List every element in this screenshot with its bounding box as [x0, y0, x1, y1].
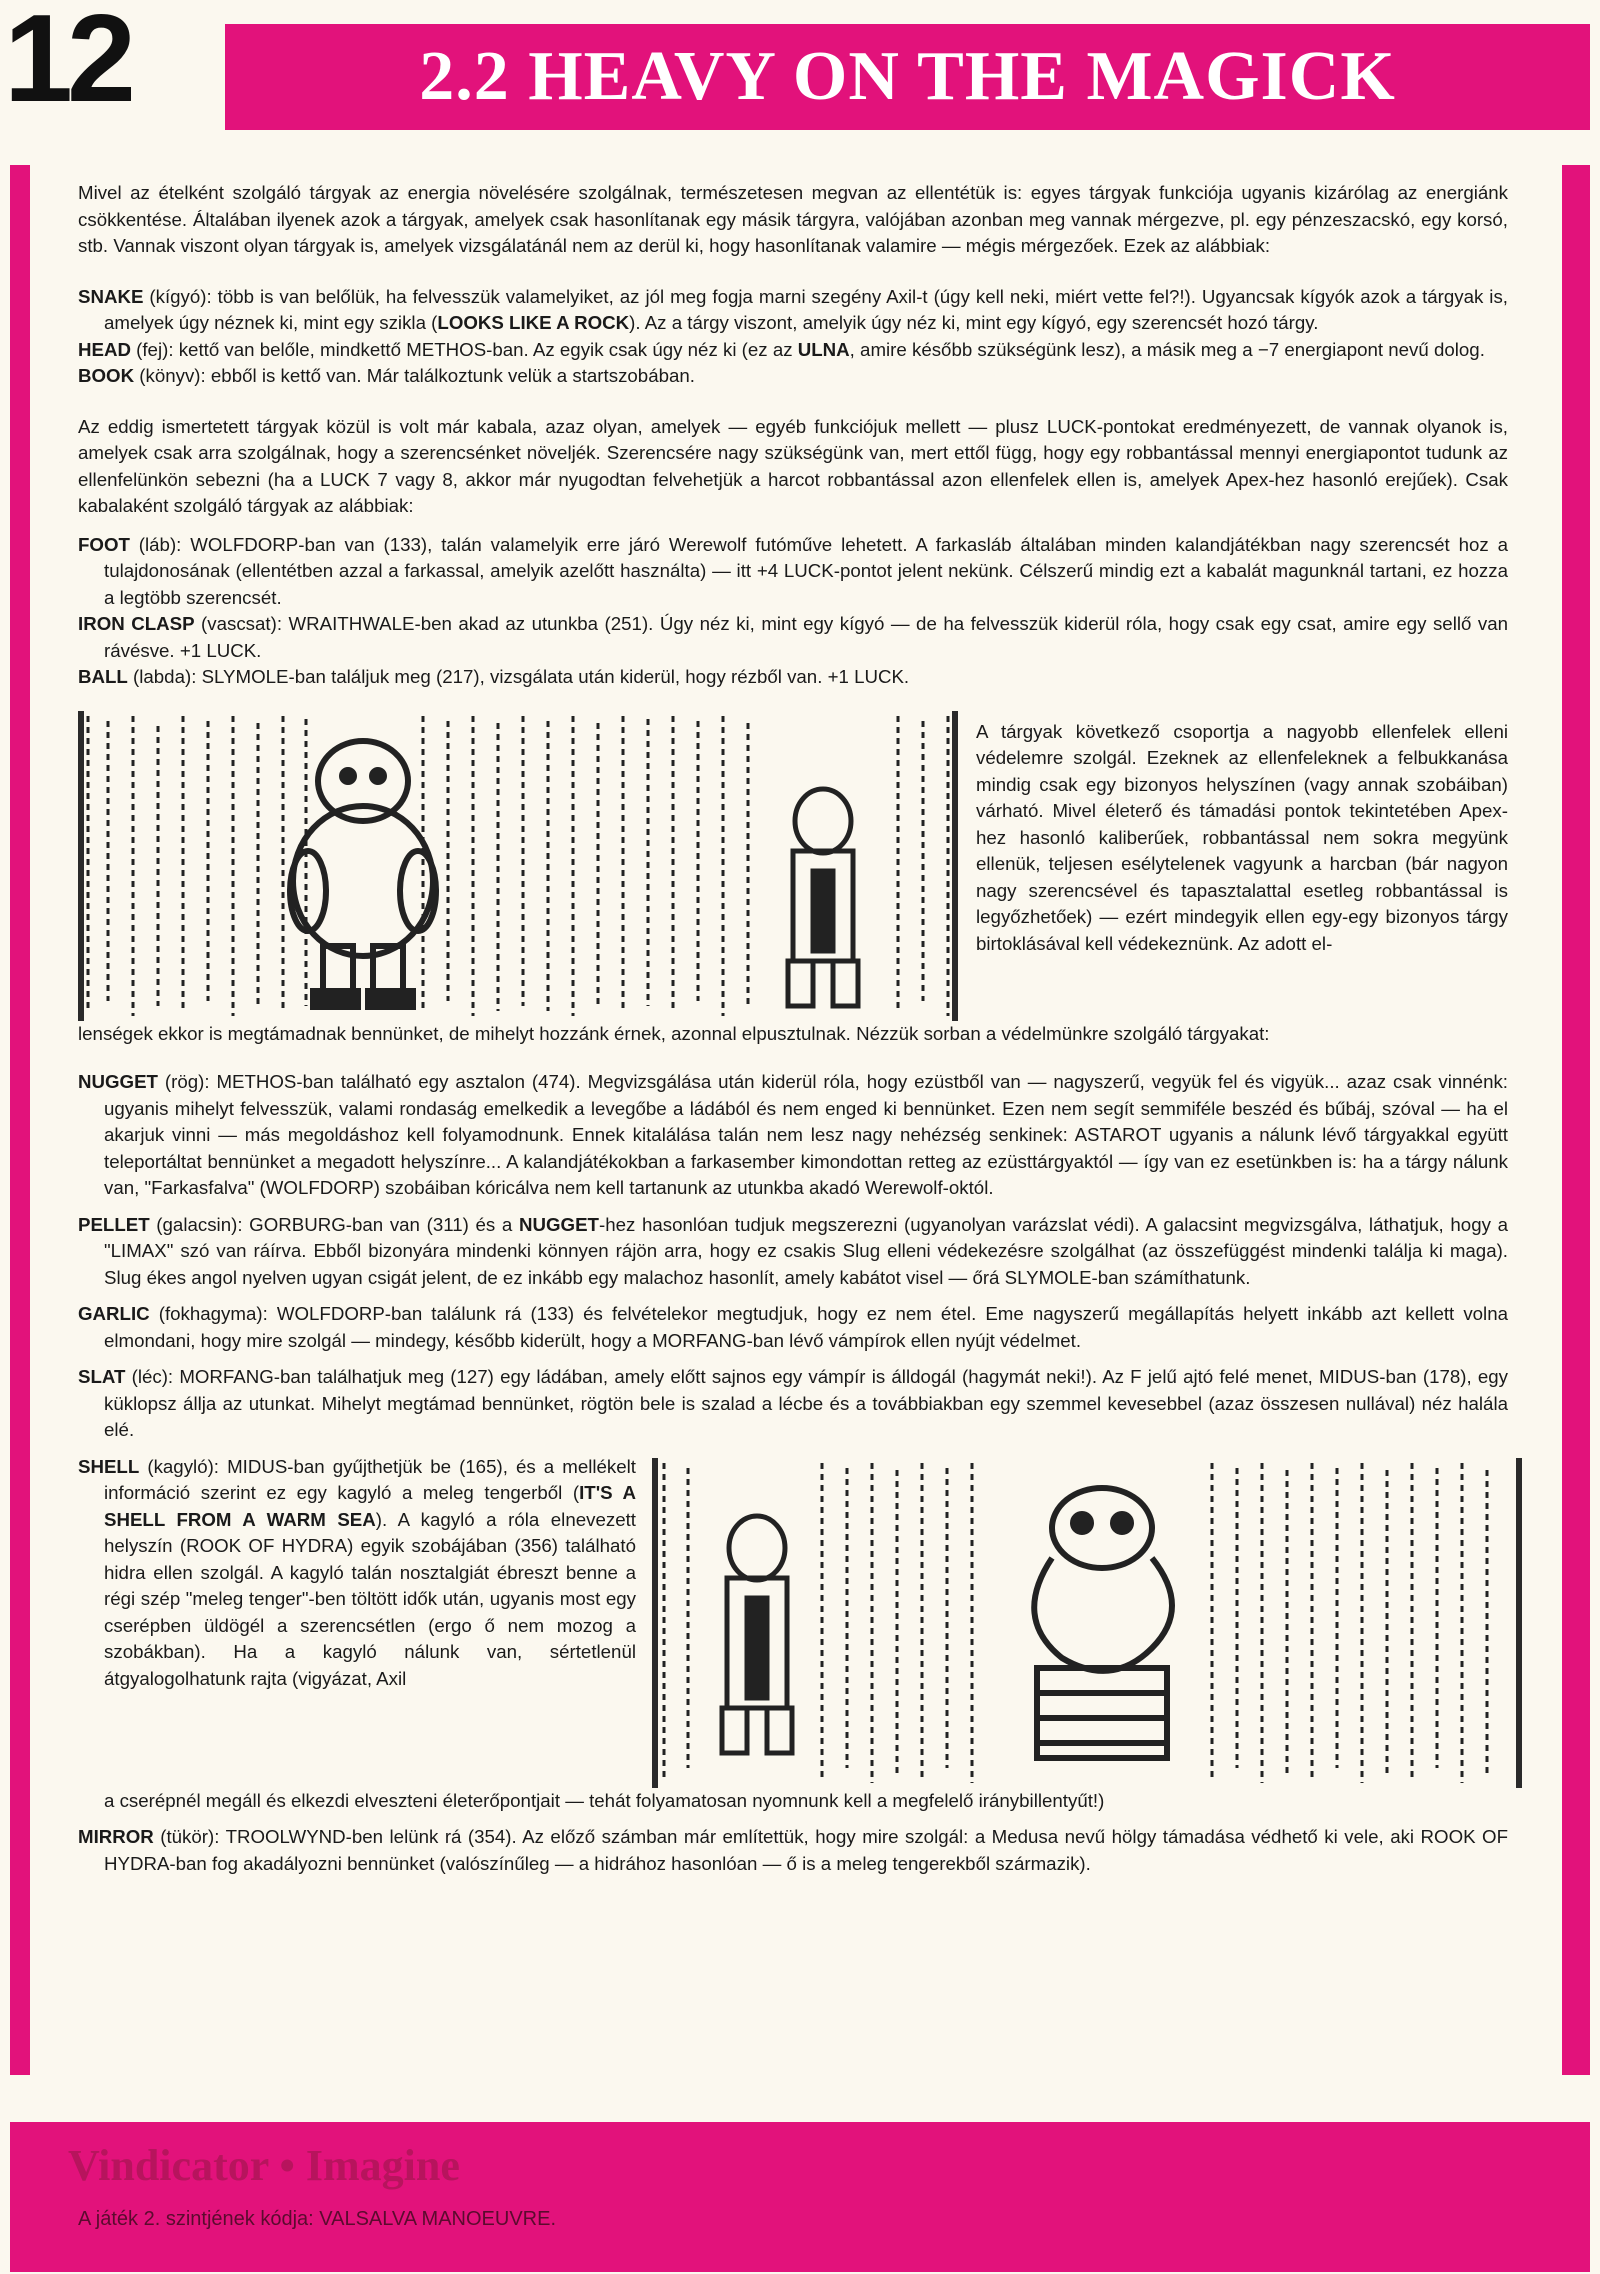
item-text-cont: ). A kagyló a róla elnevezett helyszín (ROOK OF HYDRA) egyik szobájában (356) található hidra ellen szolgál. A kagyló talán nosztalgiát ébreszt benne a régi szép "meleg tenger"-ben töltött idők után, ugyanis most egy cserépben üldögél a szerencsétlen (ergo ő nem mozog a szobákban). Ha a kagyló nálunk van, sértetlenül átgyalogolhatunk rajta (vigyázat, Axil [104, 1508, 636, 1689]
item-entry-mirror [78, 1824, 1508, 1877]
item-keyword: LOOKS LIKE A ROCK [437, 312, 630, 333]
item-entry-snake [78, 284, 1508, 337]
item-text: (tükör): TROOLWYND-ben lelünk rá (354). Az előző számban már említettük, hogy mire szolgál: a Medusa nevű hölgy támadása védhető ki vele, aki ROOK OF HYDRA-ban fog akadályozni bennünket (valószínűleg — a hidrához hasonlóan — ő is a meleg tengerekből származik). [104, 1826, 1508, 1874]
right-accent-rule [1562, 165, 1590, 2075]
item-entry-head [78, 337, 1508, 364]
defense-intro-a: A tárgyak következő csoportja a nagyobb ellenfelek elleni védelemre szolgál. Ezeknek az ellenfeleknek a felbukkanása mindig csak egy bizonyos helyszínen (vagy annak szobáiban) várható. Mivel életerő és támadási pontok tekintetében Apex-hez hasonló kaliberűek, robbantással nem sokra megyünk ellenük, teljesen esélytelenek vagyunk a harcban (bár nagyon nagy szerencsével és tapasztalattal esetleg robbantással is legyőzhetőek) — ezért mindegyik ellen egy-egy bizonyos tárgy birtoklásával kell védekeznünk. Az adott el- [976, 720, 1508, 954]
page-title: 2.2 HEAVY ON THE MAGICK [419, 38, 1396, 115]
game-screenshot-ogre [78, 711, 958, 1021]
item-text: (könyv): ebből is kettő van. Már találkoztunk velük a startszobában. [134, 365, 695, 386]
item-text-cont: , amire később szükségünk lesz), a másik meg a −7 energiapont nevű dolog. [849, 338, 1485, 360]
poison-item-list [78, 284, 1508, 390]
item-text-cont: -hez hasonlóan tudjuk megszerezni (ugyanolyan varázslat védi). A galacsint megvizsgálva, láthatjuk, hogy a "LIMAX" szó van ráírva. Ebből bizonyára mindenki könnyen rájön arra, hogy ez csakis Slug elleni védekezésre szolgálhat (az összefüggést mindenki találja ki maga). Slug ékes angol nyelven ugyan csigát jelent, de ez inkább egy malachoz hasonlít, amely kabátot visel — őrá SLYMOLE-ban számíthatunk. [104, 1213, 1508, 1288]
item-entry-nugget [78, 1069, 1508, 1202]
item-text: (vascsat): WRAITHWALE-ben akad az utunkba (251). Úgy néz ki, mint egy kígyó — de ha felvesszük kiderül róla, hogy csak egy csat, amire egy sellő van rávésve. +1 LUCK. [104, 613, 1509, 661]
figure-row-2 [78, 1454, 1508, 1788]
item-entry-ball [78, 664, 1508, 691]
item-text: (labda): SLYMOLE-ban találjuk meg (217), vizsgálata után kiderül, hogy rézből van. +1 LUCK. [127, 666, 910, 687]
item-entry-book [78, 363, 1508, 390]
item-entry-slat [78, 1364, 1508, 1444]
footer-code-text: A játék 2. szintjének kódja: VALSALVA MANOEUVRE. [78, 2208, 556, 2230]
item-keyword: NUGGET [519, 1213, 599, 1235]
intro-paragraph: Mivel az ételként szolgáló tárgyak az energia növelésére szolgálnak, természetesen megvan az ellentétük is: egyes tárgyak funkciója ugyanis kizárólag az energiánk csökkentése. Általában ilyenek azok a tárgyak, amelyek csak hasonlítanak egy másik tárgyra, valójában azonban meg vannak mérgezve, pl. egy pénzeszacskó, egy korsó, stb. Vannak viszont olyan tárgyak is, amelyek vizsgálatánál nem az derül ki, hogy hasonlítanak valamire — mégis mérgezőek. Ezek az alábbiak: [78, 182, 1508, 256]
item-name: IRON CLASP [78, 613, 195, 634]
figure-row-1 [78, 711, 1508, 1021]
item-text-cont: ). Az a tárgy viszont, amelyik úgy néz ki, mint egy kígyó, egy szerencsét hozó tárgy. [629, 312, 1319, 333]
luck-item-list [78, 532, 1508, 691]
item-text: (léc): MORFANG-ban találhatjuk meg (127) egy ládában, amely előtt sajnos egy vámpír is álldogál (hagymát neki!). Az F jelű ajtó felé menet, MIDUS-ban (178), egy küklopsz állja az utunkat. Mihelyt megtámad bennünket, rögtön bele is szalad a lécbe és a továbbiakban egy szemmel kevesebbel (azaz összesen nullával) néz halála elé. [104, 1366, 1508, 1440]
item-entry-foot [78, 532, 1508, 612]
item-text: (láb): WOLFDORP-ban van (133), talán valamelyik erre járó Werewolf futóműve lehetett. A farkasláb általában minden kalandjátékban nagy szerencsét hoz a tulajdonosának (ellentétben azzal a farkassal, amelyik azelőtt használta) — itt +4 LUCK-pontot jelent nekünk. Célszerű mindig ezt a kabalát magunknál tartani, ez hozza a legtöbb szerencsét. [104, 533, 1508, 608]
defense-item-list [78, 1069, 1508, 1444]
item-text: (kagyló): MIDUS-ban gyűjthetjük be (165), és a mellékelt információ szerint ez egy kagyló a meleg tengerből ( [104, 1455, 636, 1503]
item-text: (fokhagyma): WOLFDORP-ban találunk rá (133) és felvételekor megtudjuk, hogy ez nem étel. Eme nagyszerű megállapítás helyett inkább azt kellett volna elmondani, hogy mire szolgál — mindegy, később kiderült, hogy a MORFANG-ban lévő vámpírok ellen nyújt védelmet. [104, 1303, 1508, 1351]
item-name: SHELL [78, 1455, 140, 1477]
item-name: NUGGET [78, 1071, 158, 1092]
title-bar [225, 24, 1590, 130]
knight-figure [788, 789, 858, 1006]
item-name: SLAT [78, 1366, 126, 1387]
item-entry-shell [78, 1454, 636, 1788]
item-name: SNAKE [78, 285, 144, 307]
shell-continuation: a cserépnél megáll és elkezdi elveszteni életerőpontjait — tehát folyamatosan nyomnunk kell a megfelelő iránybillentyűt!) [104, 1789, 1105, 1811]
item-name: BOOK [78, 365, 135, 386]
item-text: (rög): METHOS-ban található egy asztalon (474). Megvizsgálása után kiderül róla, hogy ezüstből van — nagyszerű, vegyük fel és vigyük... azaz csak vinnénk: ugyanis mihelyt felvesszük, valami rondaság emelkedik a levegőbe a ládából és nem enged ki bennünket. Ezen nem segít semmiféle beszéd és bűbáj, szóval — ha el akarjuk vinni — más megoldáshoz kell folyamodnunk. Ennek kitalálása talán nem lesz nagy nehézség senkinek: ASTAROT ugyanis a nálunk lévő tárgyakkal együtt teleportáltat bennünket a megadott helyszínre... A kalandjátékokban a farkasember kimondottan retteg az ezüsttárgyaktól — így van ez esetünkben is: ha a tárgy nálunk van, "Farkasfalva" (WOLFDORP) szobáiban kóricálva nem kell tartanunk az utunkba akadó Werewolf-októl. [104, 1071, 1508, 1198]
item-name: HEAD [78, 338, 131, 360]
item-entry-iron-clasp [78, 611, 1508, 664]
item-keyword: IT'S A SHELL FROM A WARM SEA [104, 1482, 636, 1530]
defense-intro-b: lenségek ekkor is megtámadnak bennünket, de mihelyt hozzánk érnek, azonnal elpusztulnak. Nézzük sorban a védelmünkre szolgáló tárgyakat: [78, 1022, 1270, 1044]
ogre-figure [290, 741, 436, 1007]
item-text: (galacsin): GORBURG-ban van (311) és a [149, 1213, 520, 1235]
game-screenshot-hydra [652, 1458, 1522, 1788]
item-name: PELLET [78, 1213, 150, 1235]
item-text: (fej): kettő van belőle, mindkettő METHOS-ban. Az egyik csak úgy néz ki (ez az [130, 338, 798, 360]
footer-title: Vindicator • Imagine [68, 2141, 460, 2190]
page-number: 12 [4, 0, 130, 128]
item-name: BALL [78, 666, 128, 687]
luck-intro-paragraph: Az eddig ismertetett tárgyak közül is volt már kabala, azaz olyan, amelyek — egyéb funkciójuk mellett — plusz LUCK-pontokat eredményezett, de vannak olyanok is, amelyek csak arra szolgálnak, hogy a szerencsénket növeljék. Szerencsére nagy szükségünk van, mert ettől függ, hogy egy robbantással mennyi energiapontot tudunk az ellenfelünkön sebezni (ha a LUCK 7 vagy 8, akkor már nyugodtan felvehetjük a harcot robbantással azon ellenfelek ellen is, amelyek Apex-hez hasonló erejűek). Csak kabalaként szolgáló tárgyak az alábbiak: [78, 415, 1508, 516]
item-name: MIRROR [78, 1826, 154, 1847]
item-name: FOOT [78, 533, 130, 555]
article-body [78, 180, 1508, 1877]
item-keyword: ULNA [797, 338, 850, 360]
item-entry-pellet [78, 1212, 1508, 1292]
item-name: GARLIC [78, 1303, 150, 1324]
item-text: (kígyó): több is van belőlük, ha felvesszük valamelyiket, az jól meg fogja marni szegény Axil-t (úgy kell neki, miért vette fel?!). Ugyancsak kígyók azok a tárgyak is, amelyek úgy néznek ki, mint egy szikla ( [104, 285, 1508, 333]
hydra-figure [1034, 1488, 1172, 1758]
left-accent-rule [10, 165, 30, 2075]
item-entry-garlic [78, 1301, 1508, 1354]
wizard-figure [722, 1516, 792, 1753]
